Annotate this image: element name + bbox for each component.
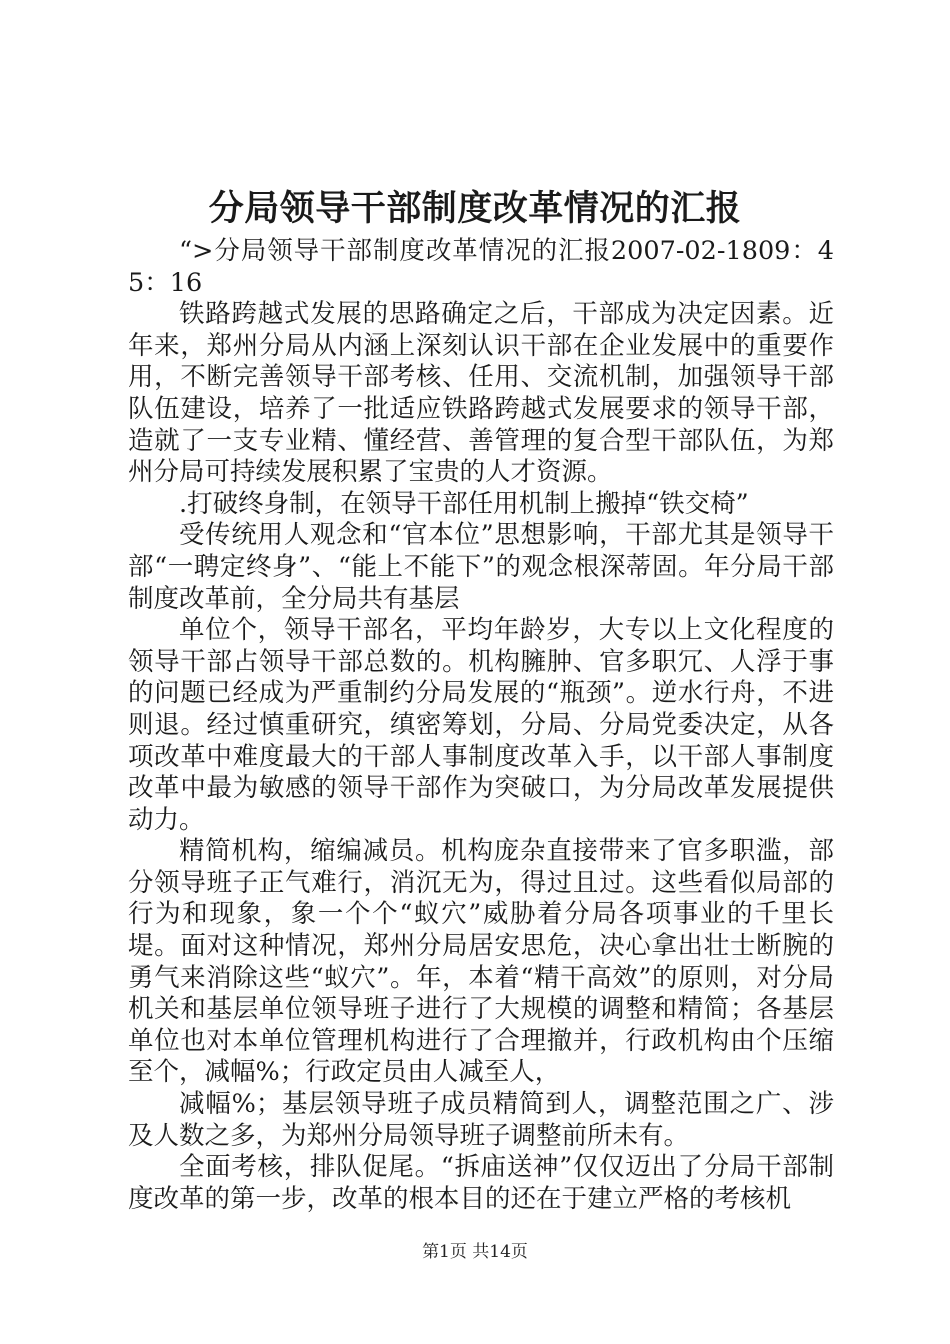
page-footer: 第1页 共14页 (422, 1242, 528, 1262)
paragraph: 单位个，领导干部名，平均年龄岁，大专以上文化程度的领导干部占领导干部总数的。机构臃肿、官多职冗、人浮于事的问题已经成为严重制约分局发展的“瓶颈”。逆水行舟，不进则退。经过慎重研究，缜密筹划，分局、分局党委决定，从各项改革中难度最大的干部人事制度改革入手，以干部人事制度改革中最为敏感的领导干部作为突破口，为分局改革发展提供动力。 (128, 615, 834, 835)
paragraph-source-line: “>分局领导干部制度改革情况的汇报2007-02-1809：45：16 (128, 236, 834, 298)
paragraph: 全面考核，排队促尾。“拆庙送神”仅仅迈出了分局干部制度改革的第一步，改革的根本目的还在于建立严格的考核机 (128, 1152, 834, 1214)
paragraph: 减幅%；基层领导班子成员精简到人，调整范围之广、涉及人数之多，为郑州分局领导班子调整前所未有。 (128, 1089, 834, 1151)
document-title: 分局领导干部制度改革情况的汇报 (208, 188, 742, 229)
paragraph: 精简机构，缩编减员。机构庞杂直接带来了官多职滥，部分领导班子正气难行，消沉无为，得过且过。这些看似局部的行为和现象，象一个个“蚁穴”威胁着分局各项事业的千里长堤。面对这种情况，郑州分局居安思危，决心拿出壮士断腕的勇气来消除这些“蚁穴”。年，本着“精干高效”的原则，对分局机关和基层单位领导班子进行了大规模的调整和精简；各基层单位也对本单位管理机构进行了合理撤并，行政机构由个压缩至个，减幅%；行政定员由人减至人， (128, 836, 834, 1088)
paragraph: 受传统用人观念和“官本位”思想影响，干部尤其是领导干部“一聘定终身”、“能上不能下”的观念根深蒂固。年分局干部制度改革前，全分局共有基层 (128, 520, 834, 614)
paragraph-intro: 铁路跨越式发展的思路确定之后，干部成为决定因素。近年来，郑州分局从内涵上深刻认识干部在企业发展中的重要作用，不断完善领导干部考核、任用、交流机制，加强领导干部队伍建设，培养了一批适应铁路跨越式发展要求的领导干部，造就了一支专业精、懂经营、善管理的复合型干部队伍，为郑州分局可持续发展积累了宝贵的人才资源。 (128, 299, 834, 488)
section-heading: .打破终身制，在领导干部任用机制上搬掉“铁交椅” (179, 488, 749, 519)
document-body (128, 236, 834, 1215)
